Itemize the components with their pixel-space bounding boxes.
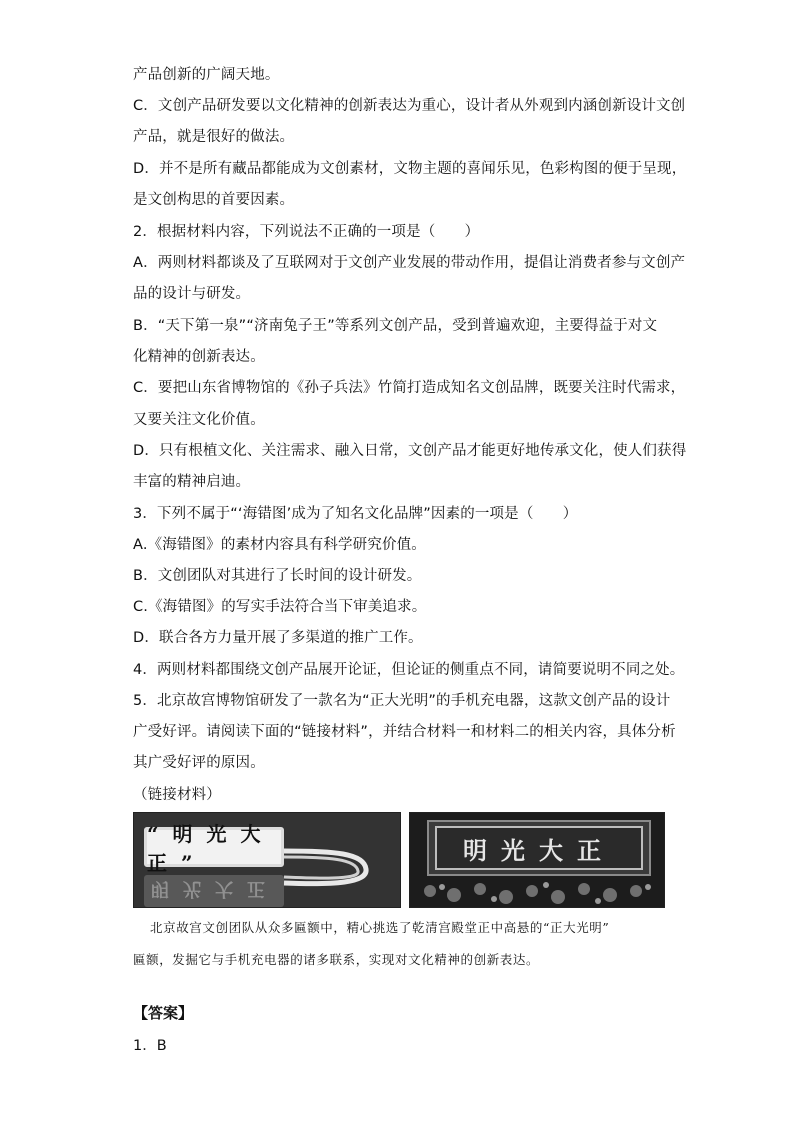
charger-reflection: 明光大正 [151,878,279,899]
text-line: B．文创团队对其进行了长时间的设计研发。 [133,568,422,584]
charger-plaque: “明光大正” [144,827,284,867]
linked-material-figure [133,812,665,908]
question-5: 5．北京故宫博物馆研发了一款名为“正大光明”的手机充电器，这款文创产品的设计 [133,693,671,709]
text-line: 产品创新的广阔天地。 [133,67,280,83]
text-line: 丰富的精神启迪。 [133,474,251,490]
question-2: 2．根据材料内容，下列说法不正确的一项是（ ） [133,224,480,240]
text-line: D．并不是所有藏品都能成为文创素材，文物主题的喜闻乐见，色彩构图的便于呈现， [133,161,687,177]
text-line: 其广受好评的原因。 [133,755,265,771]
text-line: B．“天下第一泉”“济南兔子王”等系列文创产品，受到普遍欢迎，主要得益于对文 [133,318,658,334]
text-line: C.《海错图》的写实手法符合当下审美追求。 [133,599,427,615]
charger-photo [133,812,401,908]
text-line: D．联合各方力量开展了多渠道的推广工作。 [133,630,423,646]
answer-heading: 【答案】 [133,1004,194,1022]
question-3: 3．下列不属于“‘海错图’成为了知名文化品牌”因素的一项是（ ） [133,506,578,522]
text-line: A．两则材料都谈及了互联网对于文创产业发展的带动作用，提倡让消费者参与文创产 [133,255,686,271]
linked-material-label: （链接材料） [133,787,221,803]
answer-1: 1．B [133,1038,167,1054]
text-line: 是文创构思的首要因素。 [133,192,295,208]
text-line: D．只有根植文化、关注需求、融入日常，文创产品才能更好地传承文化，使人们获得 [133,443,687,459]
text-line: 品的设计与研发。 [133,286,251,302]
text-line: A.《海错图》的素材内容具有科学研究价值。 [133,537,426,553]
question-4: 4．两则材料都围绕文创产品展开论证，但论证的侧重点不同，请简要说明不同之处。 [133,662,685,678]
palace-plaque-text: 明光大正 [463,835,615,865]
text-line: 又要关注文化价值。 [133,412,265,428]
text-line: C．文创产品研发要以文化精神的创新表达为重心，设计者从外观到内涵创新设计文创 [133,98,686,114]
text-line: 化精神的创新表达。 [133,349,265,365]
figure-caption-line: 北京故宫文创团队从众多匾额中，精心挑选了乾清宫殿堂正中高悬的“正大光明” [150,920,610,935]
palace-plaque-photo [409,812,665,908]
text-line: 产品，就是很好的做法。 [133,129,295,145]
text-line: C．要把山东省博物馆的《孙子兵法》竹简打造成知名文创品牌，既要关注时代需求， [133,380,686,396]
text-line: 广受好评。请阅读下面的“链接材料”，并结合材料一和材料二的相关内容，具体分析 [133,724,676,740]
figure-caption-line: 匾额，发掘它与手机充电器的诸多联系，实现对文化精神的创新表达。 [133,952,540,967]
